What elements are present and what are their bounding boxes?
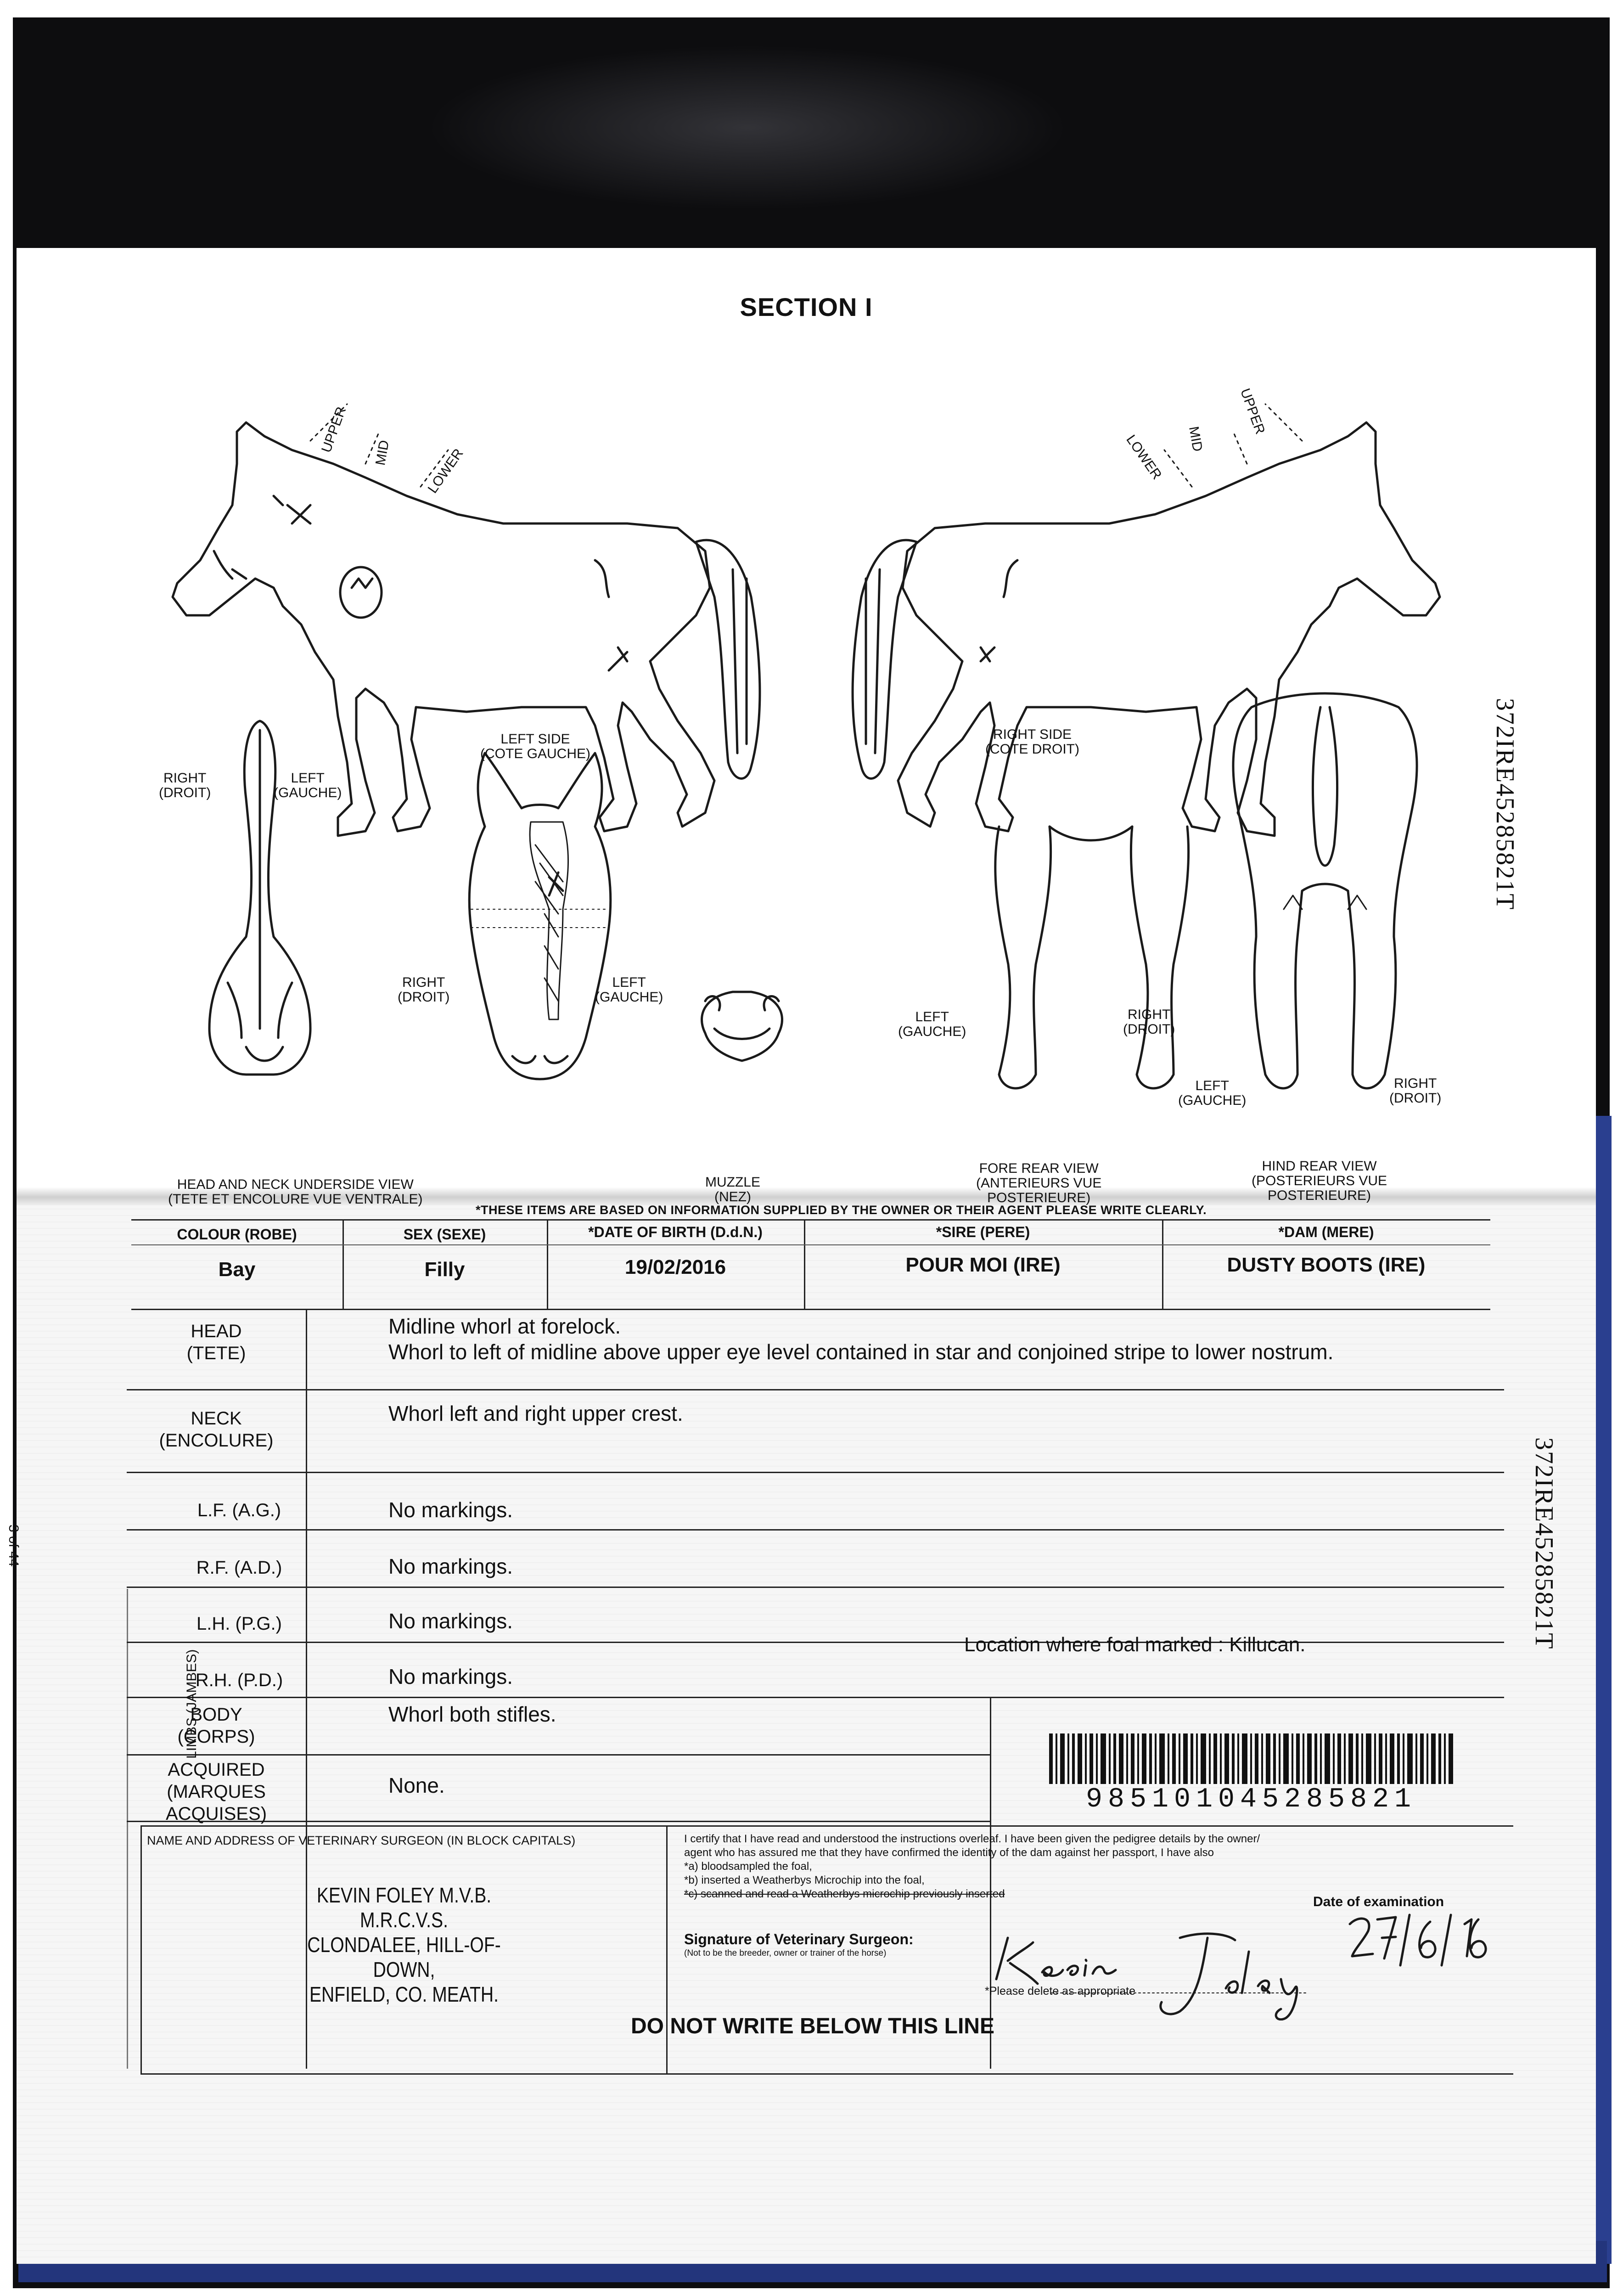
- certification-text: I certify that I have read and understood the instructions overleaf. I have been given the pedigree details by the owner/ agent who has assured me that they have confirmed the identity of the dam against her passport, I have also *a) bloodsampled the foal, *b) inserted a Weatherbys Microchip into the foal, *c) scanned and read a Weatherbys microchip previously inserted: [684, 1833, 1260, 1900]
- head-description: Midline whorl at forelock. Whorl to left of midline above upper eye level contained in star and conjoined stripe to lower nostrum.: [388, 1314, 1334, 1364]
- vet-heading: NAME AND ADDRESS OF VETERINARY SURGEON (IN BLOCK CAPITALS): [147, 1834, 576, 1847]
- section-title: SECTION I: [740, 293, 873, 321]
- left-side-label: LEFT SIDE (COTE GAUCHE): [480, 732, 590, 761]
- markings-left-border: [127, 1589, 128, 2069]
- hind-rear-caption: HIND REAR VIEW (POSTERIEURS VUE POSTERIEURE): [1252, 1159, 1387, 1203]
- information-notice: *THESE ITEMS ARE BASED ON INFORMATION SUPPLIED BY THE OWNER OR THEIR AGENT PLEASE WRITE CLEARLY.: [476, 1203, 1207, 1217]
- rh-description: No markings.: [388, 1665, 513, 1688]
- identity-header-divider: [131, 1244, 1490, 1245]
- sire-value: POUR MOI (IRE): [905, 1254, 1061, 1276]
- neck-description: Whorl left and right upper crest.: [388, 1401, 683, 1425]
- acquired-label: ACQUIRED (MARQUES ACQUISES): [165, 1760, 267, 1824]
- colour-value: Bay: [218, 1258, 256, 1281]
- signature-note: (Not to be the breeder, owner or trainer of the horse): [684, 1948, 887, 1958]
- neck-row-bottom: [127, 1472, 1504, 1473]
- fore-right-label: RIGHT (DROIT): [1123, 1007, 1175, 1037]
- vet-signature: [987, 1919, 1336, 2020]
- hind-rear-view-outline: [1233, 693, 1417, 1088]
- dob-value: 19/02/2016: [624, 1256, 726, 1278]
- dam-heading: *DAM (MERE): [1278, 1224, 1374, 1240]
- limbs-label: LIMBS (JAMBES): [184, 1649, 199, 1759]
- identity-top-border: [131, 1219, 1490, 1221]
- body-description: Whorl both stifles.: [388, 1702, 556, 1726]
- acquired-description: None.: [388, 1773, 445, 1797]
- rf-row-bottom: [127, 1587, 1504, 1588]
- dob-heading: *DATE OF BIRTH (D.d.N.): [588, 1224, 763, 1240]
- rh-label: R.H. (P.D.): [195, 1670, 283, 1690]
- passport-id-upper: 372IRE45285821T: [1491, 698, 1519, 911]
- colour-heading: COLOUR (ROBE): [177, 1226, 297, 1243]
- fore-rear-caption: FORE REAR VIEW (ANTERIEURS VUE POSTERIEURE): [976, 1161, 1102, 1205]
- upper-label-right: UPPER: [1237, 386, 1268, 437]
- sire-heading: *SIRE (PERE): [936, 1224, 1030, 1240]
- hind-right-label: RIGHT (DROIT): [1389, 1076, 1442, 1106]
- handwritten-date: [1345, 1906, 1492, 1979]
- vet-box-top: [140, 1825, 1513, 1827]
- sex-value: Filly: [424, 1258, 465, 1281]
- horse-diagrams: [17, 248, 1596, 1185]
- lh-label: L.H. (P.G.): [197, 1614, 282, 1634]
- neck-label: NECK (ENCOLURE): [159, 1408, 274, 1451]
- page-number: 3 of 44: [6, 1525, 21, 1567]
- rf-description: No markings.: [388, 1554, 513, 1578]
- lower-label-right: LOWER: [1123, 432, 1165, 483]
- mid-label-right: MID: [1185, 425, 1206, 453]
- foal-location: Location where foal marked : Killucan.: [964, 1633, 1306, 1656]
- muzzle-outline: [702, 992, 782, 1061]
- head-front-outline: [469, 753, 611, 1079]
- identity-bottom-border: [131, 1309, 1490, 1310]
- upper-label-left: UPPER: [319, 405, 349, 455]
- dam-value: DUSTY BOOTS (IRE): [1227, 1254, 1426, 1276]
- mid-label-left: MID: [372, 439, 393, 467]
- vet-box-bottom: [140, 2073, 1513, 2075]
- head-left-label: LEFT (GAUCHE): [595, 975, 663, 1005]
- do-not-write-line: DO NOT WRITE BELOW THIS LINE: [631, 2014, 994, 2038]
- date-of-examination-label: Date of examination: [1313, 1894, 1444, 1909]
- neck-left-label: LEFT (GAUCHE): [274, 771, 342, 800]
- microchip-number: 985101045285821: [1085, 1784, 1417, 1815]
- rf-label: R.F. (A.D.): [196, 1558, 282, 1578]
- rh-row-bottom: [127, 1697, 1504, 1698]
- body-label: BODY (CORPS): [177, 1705, 255, 1747]
- delete-note: *Please delete as appropriate: [985, 1985, 1136, 1998]
- right-side-label: RIGHT SIDE (COTE DROIT): [985, 727, 1079, 757]
- lh-description: No markings.: [388, 1609, 513, 1633]
- muzzle-caption: MUZZLE (NEZ): [705, 1175, 760, 1204]
- lower-label-left: LOWER: [425, 446, 466, 496]
- fore-left-label: LEFT (GAUCHE): [898, 1009, 966, 1039]
- neck-view-caption: HEAD AND NECK UNDERSIDE VIEW (TETE ET ENCOLURE VUE VENTRALE): [168, 1177, 423, 1207]
- microchip-barcode: [1049, 1733, 1453, 1784]
- sex-heading: SEX (SEXE): [403, 1226, 486, 1243]
- passport-id-lower: 372IRE45285821T: [1530, 1437, 1558, 1650]
- lf-description: No markings.: [388, 1498, 513, 1522]
- body-row-bottom: [127, 1754, 990, 1756]
- head-row-bottom: [127, 1389, 1504, 1390]
- signature-label: Signature of Veterinary Surgeon:: [684, 1931, 914, 1947]
- head-right-label: RIGHT (DROIT): [398, 975, 450, 1005]
- neck-right-label: RIGHT (DROIT): [159, 771, 211, 800]
- hind-left-label: LEFT (GAUCHE): [1178, 1078, 1247, 1108]
- head-label: HEAD (TETE): [186, 1321, 246, 1363]
- scanner-glare: [426, 45, 1069, 210]
- vet-stamp: KEVIN FOLEY M.V.B. M.R.C.V.S. CLONDALEE, HILL-OF-DOWN, ENFIELD, CO. MEATH.: [307, 1883, 501, 2006]
- lf-label: L.F. (A.G.): [197, 1500, 281, 1520]
- lf-row-bottom: [127, 1529, 1504, 1531]
